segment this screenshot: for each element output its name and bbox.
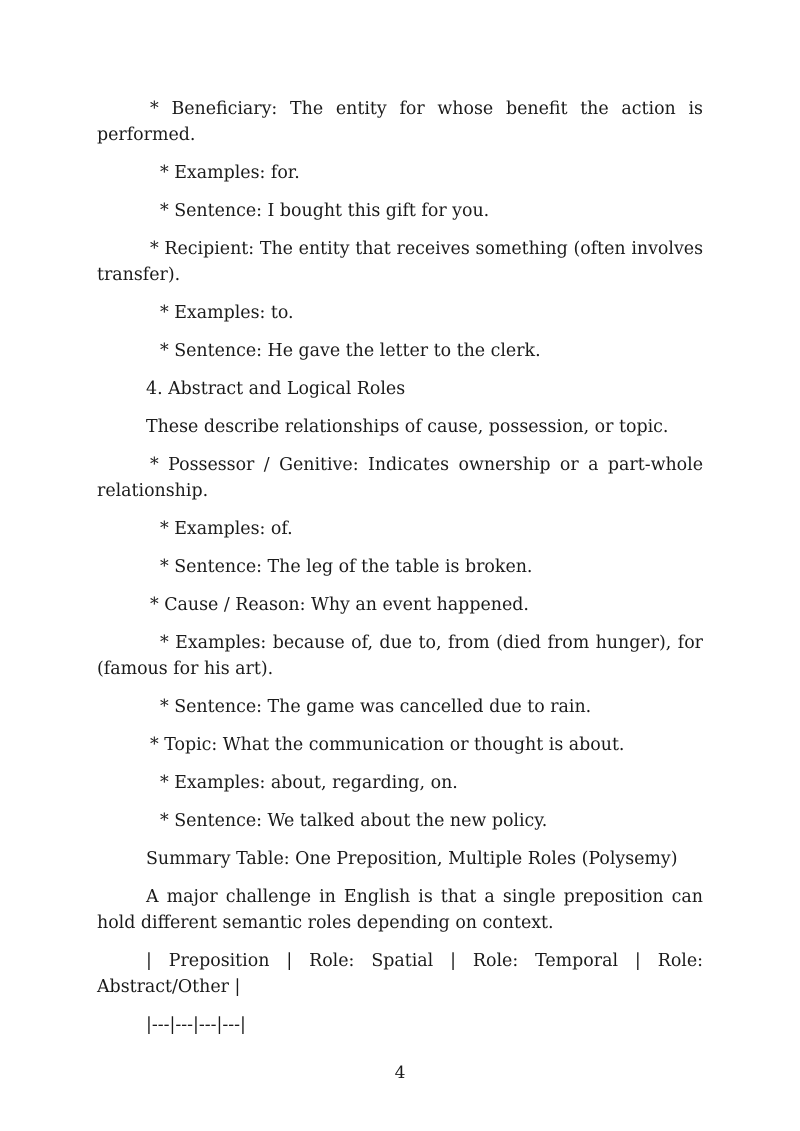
paragraph: * Beneficiary: The entity for whose benefit the action is performed. [97, 99, 703, 145]
paragraph: * Examples: because of, due to, from (died from hunger), for (famous for his art). [97, 633, 703, 679]
paragraph: * Sentence: I bought this gift for you. [160, 201, 490, 221]
paragraph: A major challenge in English is that a single preposition can hold different semantic roles depending on context. [97, 887, 703, 933]
page-number: 4 [394, 1063, 406, 1083]
paragraph: | Preposition | Role: Spatial | Role: Temporal | Role: Abstract/Other | [97, 951, 703, 997]
paragraph: |---|---|---|---| [146, 1015, 246, 1035]
paragraph: * Possessor / Genitive: Indicates ownership or a part-whole relationship. [97, 455, 703, 501]
paragraph: * Recipient: The entity that receives something (often involves transfer). [97, 239, 703, 285]
paragraph: * Examples: for. [160, 163, 300, 183]
paragraph: 4. Abstract and Logical Roles [146, 379, 406, 399]
paragraph: * Sentence: The leg of the table is broken. [160, 557, 533, 577]
paragraph: * Sentence: The game was cancelled due to rain. [160, 697, 592, 717]
document-body [97, 96, 703, 1050]
paragraph: * Sentence: He gave the letter to the clerk. [160, 341, 541, 361]
paragraph: * Examples: of. [160, 519, 293, 539]
paragraph: * Topic: What the communication or thought is about. [150, 735, 625, 755]
paragraph: * Sentence: We talked about the new policy. [160, 811, 548, 831]
paragraph: * Examples: about, regarding, on. [160, 773, 458, 793]
paragraph: * Examples: to. [160, 303, 294, 323]
paragraph: * Cause / Reason: Why an event happened. [150, 595, 529, 615]
paragraph: These describe relationships of cause, possession, or topic. [146, 417, 669, 437]
paragraph: Summary Table: One Preposition, Multiple Roles (Polysemy) [146, 849, 678, 869]
